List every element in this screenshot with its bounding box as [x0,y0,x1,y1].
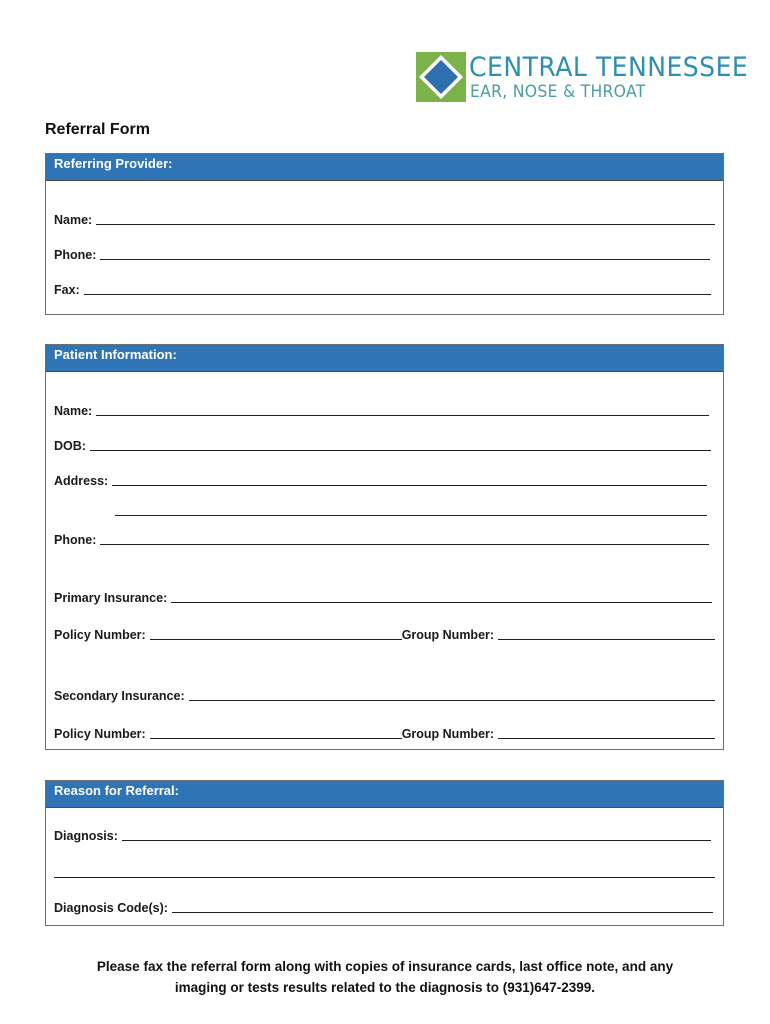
logo-name-line: CENTRAL TENNESSEE [469,52,749,83]
diagnosis-row-2 [54,864,715,880]
secondary-group-number-label: Group Number: [401,727,495,741]
provider-phone-label: Phone: [54,248,97,262]
provider-fax-row [54,281,711,297]
primary-group-number-label: Group Number: [401,628,495,642]
provider-name-field[interactable] [96,212,715,225]
diagnosis-field-2[interactable] [54,865,715,878]
secondary-insurance-row [54,687,715,703]
diagnosis-field[interactable] [122,828,711,841]
patient-dob-field[interactable] [90,438,711,451]
primary-group-number-field[interactable] [498,627,715,640]
page-title: Referral Form [45,121,150,138]
secondary-insurance-label: Secondary Insurance: [54,689,185,703]
primary-insurance-label: Primary Insurance: [54,591,168,605]
fax-instructions [40,956,730,998]
patient-phone-label: Phone: [54,533,97,547]
provider-phone-field[interactable] [100,247,710,260]
provider-name-row [54,211,715,227]
reason-for-referral-section [45,780,724,926]
referring-provider-section [45,153,724,315]
secondary-policy-number-field[interactable] [150,726,402,739]
patient-name-field[interactable] [96,403,709,416]
secondary-group-number-field[interactable] [498,726,715,739]
patient-address-field-2[interactable] [115,503,707,516]
provider-fax-field[interactable] [84,282,711,295]
patient-name-row [54,402,709,418]
primary-insurance-row [54,589,712,605]
company-logo [416,50,749,106]
patient-address-row-2 [115,502,707,518]
diagnosis-label: Diagnosis: [54,829,118,843]
patient-address-label: Address: [54,474,109,488]
section-header-reason-for-referral: Reason for Referral: [46,781,723,808]
secondary-policy-number-label: Policy Number: [54,727,146,741]
fax-instructions-line-1: Please fax the referral form along with copies of insurance cards, last office note, and any [96,959,674,974]
patient-dob-label: DOB: [54,439,86,453]
provider-name-label: Name: [54,213,93,227]
secondary-policy-row [54,725,715,741]
provider-fax-label: Fax: [54,283,80,297]
primary-insurance-field[interactable] [171,590,712,603]
secondary-insurance-field[interactable] [189,688,715,701]
section-header-patient-information: Patient Information: [46,345,723,372]
diagnosis-row [54,827,711,843]
patient-dob-row [54,437,711,453]
primary-policy-number-field[interactable] [150,627,402,640]
diagnosis-codes-field[interactable] [172,900,713,913]
patient-address-row [54,472,707,488]
provider-phone-row [54,246,710,262]
patient-phone-row [54,531,709,547]
diagnosis-codes-row [54,899,713,915]
logo-diamond-icon [416,52,466,102]
patient-address-field[interactable] [112,473,707,486]
fax-instructions-line-2: imaging or tests results related to the diagnosis to (931)647-2399. [174,980,596,995]
patient-name-label: Name: [54,404,93,418]
diagnosis-codes-label: Diagnosis Code(s): [54,901,168,915]
patient-information-section [45,344,724,750]
section-header-referring-provider: Referring Provider: [46,154,723,181]
primary-policy-row [54,626,715,642]
primary-policy-number-label: Policy Number: [54,628,146,642]
patient-phone-field[interactable] [100,532,709,545]
logo-specialty-line: EAR, NOSE & THROAT [470,82,646,102]
